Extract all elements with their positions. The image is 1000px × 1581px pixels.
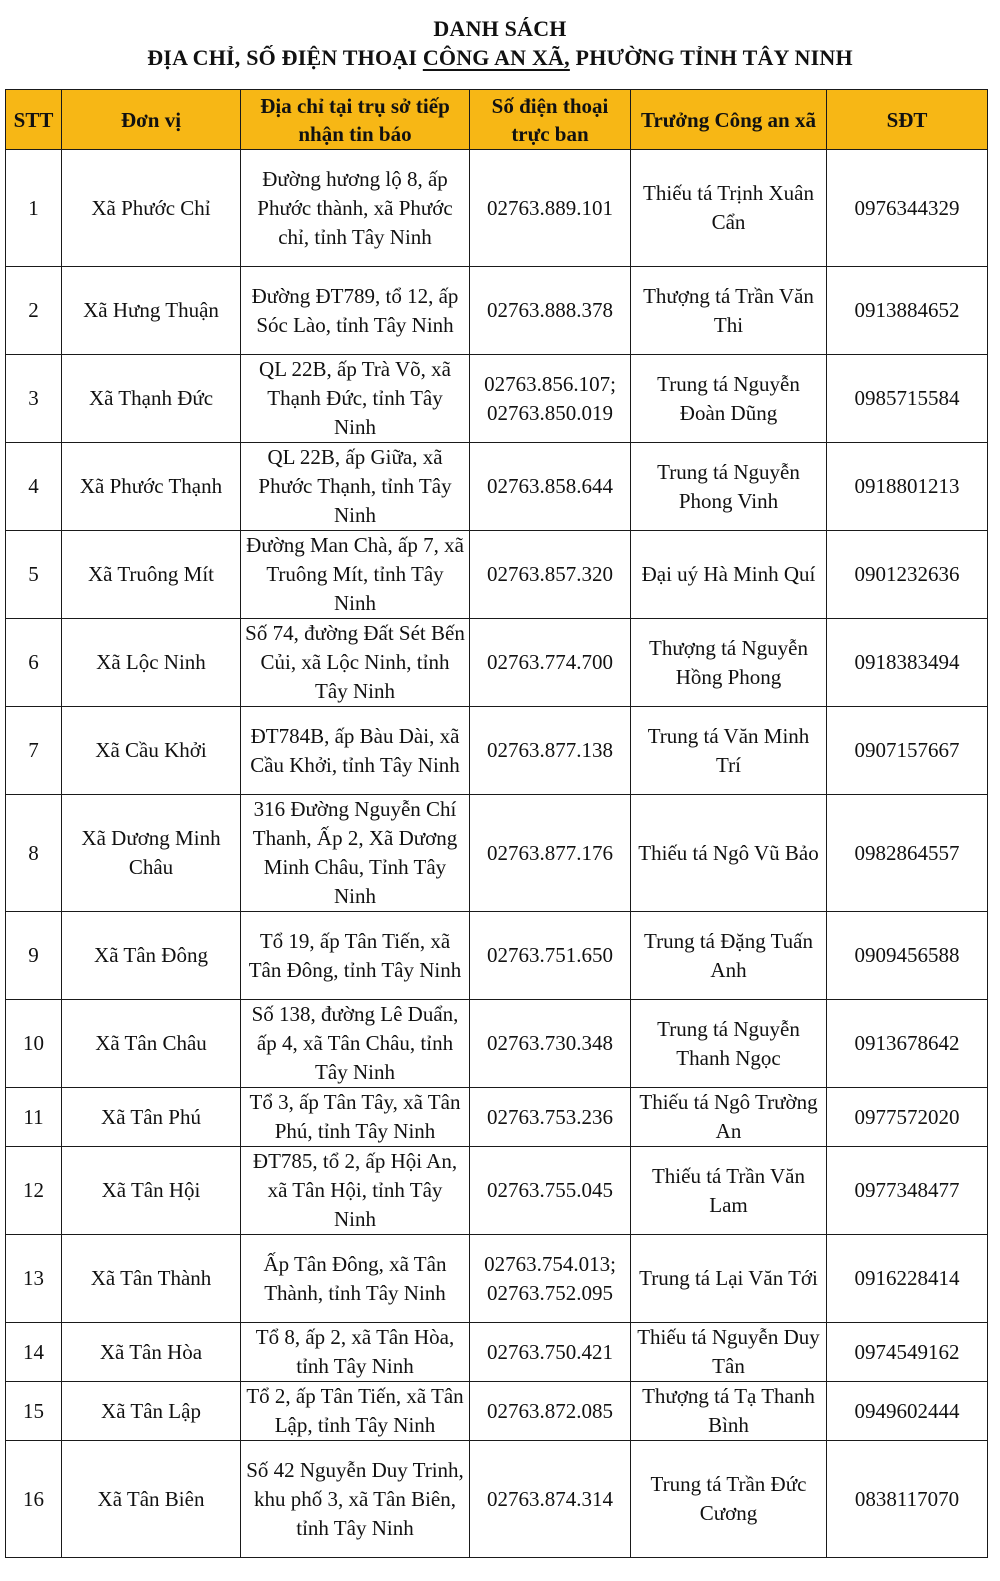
cell-phone: 02763.856.107; 02763.850.019	[470, 355, 631, 443]
cell-dia-chi: Tổ 2, ấp Tân Tiến, xã Tân Lập, tỉnh Tây Ninh	[241, 1382, 470, 1441]
cell-don-vi: Xã Lộc Ninh	[62, 619, 241, 707]
table-row	[6, 912, 988, 1000]
cell-phone: 02763.774.700	[470, 619, 631, 707]
cell-don-vi: Xã Hưng Thuận	[62, 267, 241, 355]
cell-dia-chi: ĐT785, tổ 2, ấp Hội An, xã Tân Hội, tỉnh Tây Ninh	[241, 1147, 470, 1235]
cell-dia-chi: Đường Man Chà, ấp 7, xã Truông Mít, tỉnh Tây Ninh	[241, 531, 470, 619]
cell-stt: 7	[6, 707, 62, 795]
police-contact-table	[5, 89, 988, 1558]
table-row	[6, 1441, 988, 1558]
cell-don-vi: Xã Tân Biên	[62, 1441, 241, 1558]
cell-phone: 02763.872.085	[470, 1382, 631, 1441]
cell-phone: 02763.857.320	[470, 531, 631, 619]
header-sdt: SĐT	[827, 90, 988, 150]
cell-sdt: 0949602444	[827, 1382, 988, 1441]
cell-don-vi: Xã Cầu Khởi	[62, 707, 241, 795]
table-row	[6, 531, 988, 619]
cell-sdt: 0977572020	[827, 1088, 988, 1147]
cell-truong: Trung tá Nguyễn Phong Vinh	[631, 443, 827, 531]
cell-stt: 10	[6, 1000, 62, 1088]
cell-stt: 9	[6, 912, 62, 1000]
cell-sdt: 0982864557	[827, 795, 988, 912]
cell-sdt: 0985715584	[827, 355, 988, 443]
table-header-row	[6, 90, 988, 150]
cell-dia-chi: Số 74, đường Đất Sét Bến Củi, xã Lộc Ninh, tỉnh Tây Ninh	[241, 619, 470, 707]
title-line-2-part-2: CÔNG AN XÃ,	[422, 45, 570, 70]
cell-phone: 02763.888.378	[470, 267, 631, 355]
cell-phone: 02763.877.138	[470, 707, 631, 795]
cell-phone: 02763.889.101	[470, 150, 631, 267]
cell-don-vi: Xã Phước Chỉ	[62, 150, 241, 267]
title-line-2	[0, 43, 1000, 72]
table-row	[6, 1088, 988, 1147]
cell-don-vi: Xã Tân Phú	[62, 1088, 241, 1147]
cell-dia-chi: 316 Đường Nguyễn Chí Thanh, Ấp 2, Xã Dương Minh Châu, Tỉnh Tây Ninh	[241, 795, 470, 912]
cell-dia-chi: Đường hương lộ 8, ấp Phước thành, xã Phước chỉ, tỉnh Tây Ninh	[241, 150, 470, 267]
cell-stt: 8	[6, 795, 62, 912]
cell-phone: 02763.874.314	[470, 1441, 631, 1558]
cell-don-vi: Xã Dương Minh Châu	[62, 795, 241, 912]
cell-sdt: 0974549162	[827, 1323, 988, 1382]
cell-sdt: 0901232636	[827, 531, 988, 619]
cell-stt: 1	[6, 150, 62, 267]
cell-dia-chi: Số 42 Nguyễn Duy Trinh, khu phố 3, xã Tân Biên, tỉnh Tây Ninh	[241, 1441, 470, 1558]
table-row	[6, 1235, 988, 1323]
cell-don-vi: Xã Tân Hội	[62, 1147, 241, 1235]
table-row	[6, 707, 988, 795]
cell-dia-chi: QL 22B, ấp Trà Võ, xã Thạnh Đức, tỉnh Tây Ninh	[241, 355, 470, 443]
cell-truong: Thượng tá Trần Văn Thi	[631, 267, 827, 355]
header-don-vi: Đơn vị	[62, 90, 241, 150]
table-row	[6, 150, 988, 267]
cell-sdt: 0918383494	[827, 619, 988, 707]
cell-sdt: 0907157667	[827, 707, 988, 795]
cell-phone: 02763.751.650	[470, 912, 631, 1000]
table-row	[6, 1382, 988, 1441]
cell-don-vi: Xã Tân Châu	[62, 1000, 241, 1088]
cell-stt: 3	[6, 355, 62, 443]
table-row	[6, 619, 988, 707]
cell-phone: 02763.877.176	[470, 795, 631, 912]
cell-sdt: 0916228414	[827, 1235, 988, 1323]
cell-sdt: 0838117070	[827, 1441, 988, 1558]
cell-truong: Thiếu tá Ngô Vũ Bảo	[631, 795, 827, 912]
cell-don-vi: Xã Tân Hòa	[62, 1323, 241, 1382]
cell-don-vi: Xã Thạnh Đức	[62, 355, 241, 443]
cell-don-vi: Xã Tân Lập	[62, 1382, 241, 1441]
table-row	[6, 267, 988, 355]
cell-phone: 02763.754.013; 02763.752.095	[470, 1235, 631, 1323]
cell-truong: Trung tá Lại Văn Tới	[631, 1235, 827, 1323]
cell-truong: Thiếu tá Trịnh Xuân Cẩn	[631, 150, 827, 267]
cell-dia-chi: ĐT784B, ấp Bàu Dài, xã Cầu Khởi, tỉnh Tây Ninh	[241, 707, 470, 795]
document-title	[0, 0, 1000, 74]
title-line-2-part-1: ĐỊA CHỈ, SỐ ĐIỆN THOẠI	[147, 45, 423, 70]
cell-sdt: 0913678642	[827, 1000, 988, 1088]
cell-truong: Thiếu tá Ngô Trường An	[631, 1088, 827, 1147]
header-stt: STT	[6, 90, 62, 150]
cell-truong: Thiếu tá Trần Văn Lam	[631, 1147, 827, 1235]
cell-don-vi: Xã Tân Đông	[62, 912, 241, 1000]
cell-don-vi: Xã Phước Thạnh	[62, 443, 241, 531]
cell-truong: Thiếu tá Nguyễn Duy Tân	[631, 1323, 827, 1382]
table-body	[6, 150, 988, 1558]
cell-truong: Trung tá Nguyễn Thanh Ngọc	[631, 1000, 827, 1088]
table-row	[6, 1323, 988, 1382]
cell-stt: 5	[6, 531, 62, 619]
table-row	[6, 443, 988, 531]
table-row	[6, 1000, 988, 1088]
cell-stt: 12	[6, 1147, 62, 1235]
cell-truong: Trung tá Văn Minh Trí	[631, 707, 827, 795]
cell-stt: 11	[6, 1088, 62, 1147]
cell-phone: 02763.753.236	[470, 1088, 631, 1147]
cell-stt: 2	[6, 267, 62, 355]
cell-truong: Trung tá Trần Đức Cương	[631, 1441, 827, 1558]
cell-don-vi: Xã Tân Thành	[62, 1235, 241, 1323]
cell-phone: 02763.750.421	[470, 1323, 631, 1382]
cell-stt: 16	[6, 1441, 62, 1558]
cell-phone: 02763.858.644	[470, 443, 631, 531]
header-so-dien-thoai: Số điện thoại trực ban	[470, 90, 631, 150]
cell-stt: 14	[6, 1323, 62, 1382]
table-row	[6, 355, 988, 443]
cell-stt: 15	[6, 1382, 62, 1441]
cell-stt: 4	[6, 443, 62, 531]
header-truong-cong-an: Trưởng Công an xã	[631, 90, 827, 150]
cell-don-vi: Xã Truông Mít	[62, 531, 241, 619]
cell-dia-chi: Tổ 3, ấp Tân Tây, xã Tân Phú, tỉnh Tây Ninh	[241, 1088, 470, 1147]
table-row	[6, 1147, 988, 1235]
title-line-1: DANH SÁCH	[433, 16, 567, 41]
cell-phone: 02763.755.045	[470, 1147, 631, 1235]
cell-truong: Trung tá Nguyễn Đoàn Dũng	[631, 355, 827, 443]
cell-stt: 13	[6, 1235, 62, 1323]
cell-dia-chi: Số 138, đường Lê Duẩn, ấp 4, xã Tân Châu, tỉnh Tây Ninh	[241, 1000, 470, 1088]
cell-dia-chi: Ấp Tân Đông, xã Tân Thành, tỉnh Tây Ninh	[241, 1235, 470, 1323]
cell-sdt: 0918801213	[827, 443, 988, 531]
title-line-2-part-3: PHƯỜNG TỈNH TÂY NINH	[569, 45, 853, 70]
cell-truong: Thượng tá Tạ Thanh Bình	[631, 1382, 827, 1441]
cell-sdt: 0909456588	[827, 912, 988, 1000]
cell-truong: Trung tá Đặng Tuấn Anh	[631, 912, 827, 1000]
cell-truong: Thượng tá Nguyễn Hồng Phong	[631, 619, 827, 707]
cell-truong: Đại uý Hà Minh Quí	[631, 531, 827, 619]
cell-dia-chi: Tổ 8, ấp 2, xã Tân Hòa, tỉnh Tây Ninh	[241, 1323, 470, 1382]
cell-dia-chi: Tổ 19, ấp Tân Tiến, xã Tân Đông, tỉnh Tây Ninh	[241, 912, 470, 1000]
cell-sdt: 0976344329	[827, 150, 988, 267]
cell-stt: 6	[6, 619, 62, 707]
cell-dia-chi: QL 22B, ấp Giữa, xã Phước Thạnh, tỉnh Tây Ninh	[241, 443, 470, 531]
cell-sdt: 0977348477	[827, 1147, 988, 1235]
table-row	[6, 795, 988, 912]
cell-sdt: 0913884652	[827, 267, 988, 355]
cell-phone: 02763.730.348	[470, 1000, 631, 1088]
cell-dia-chi: Đường ĐT789, tổ 12, ấp Sóc Lào, tỉnh Tây Ninh	[241, 267, 470, 355]
header-dia-chi: Địa chỉ tại trụ sở tiếp nhận tin báo	[241, 90, 470, 150]
